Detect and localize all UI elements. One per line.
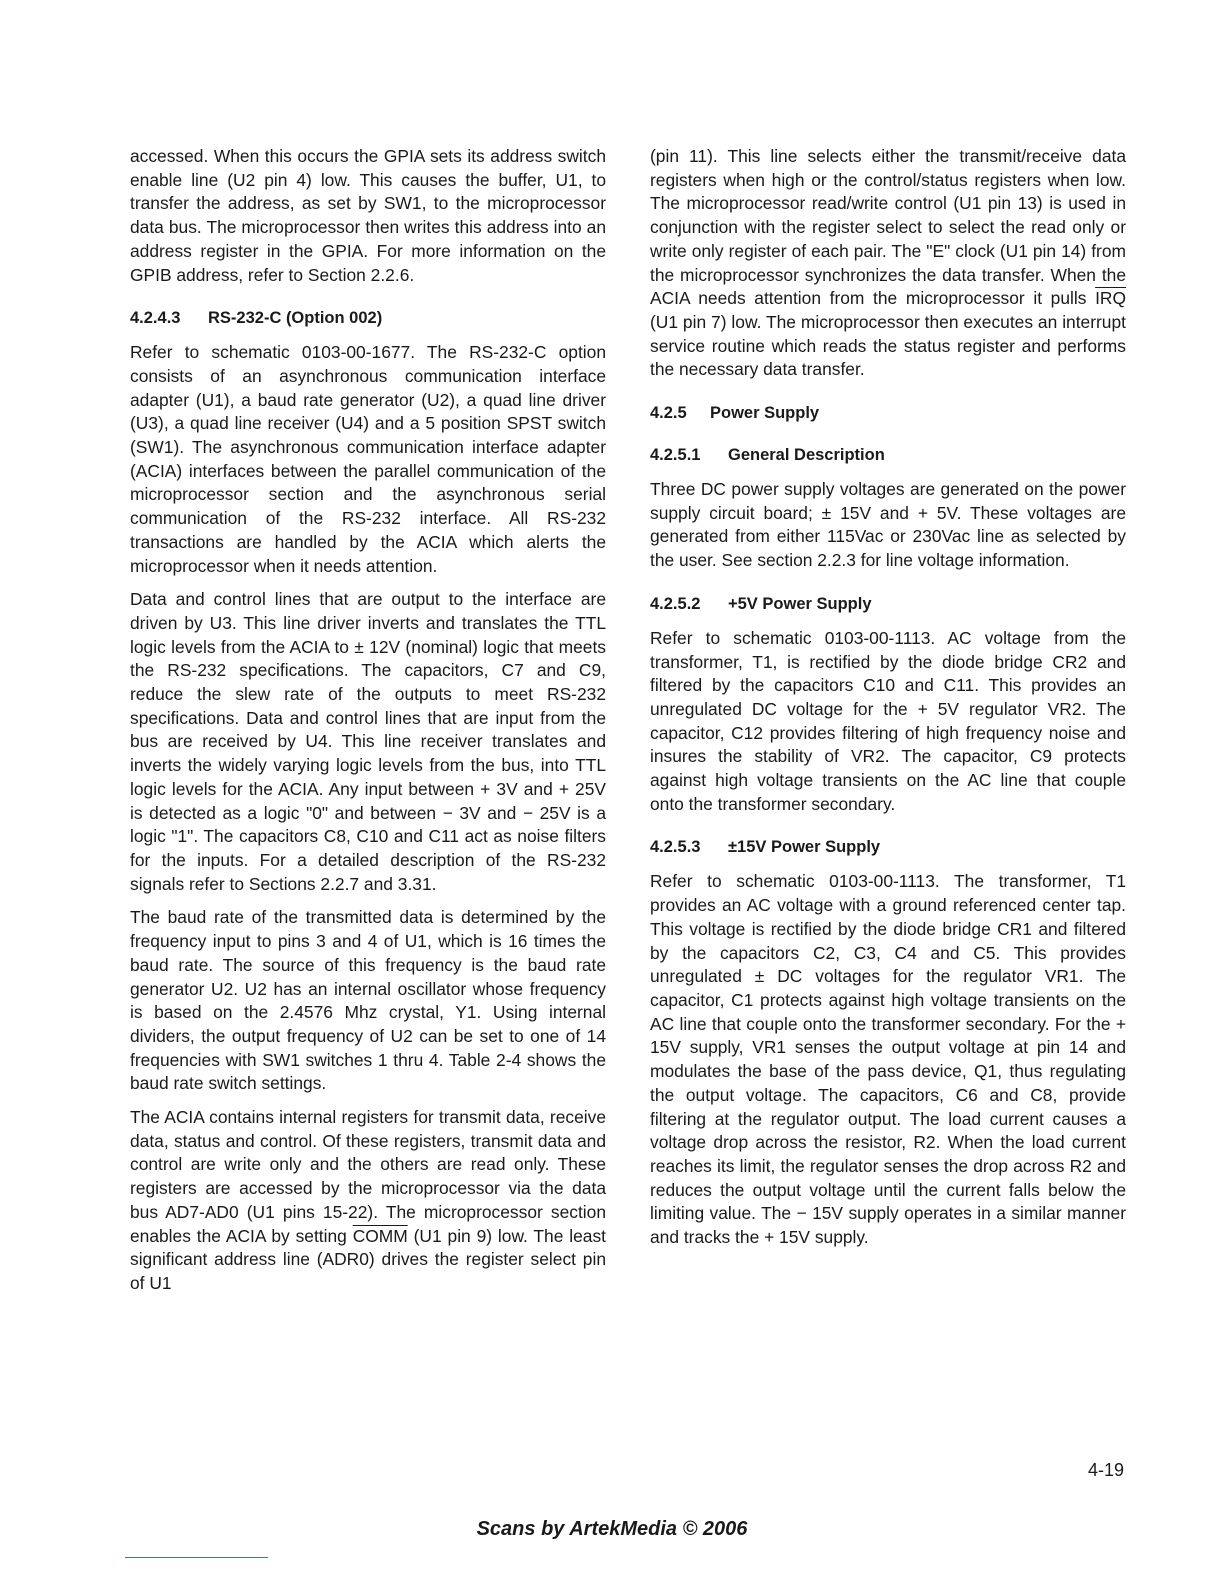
text-run: Refer to schematic 0103-00-1677. The RS-232-C option consists of an asynchronous communication interface adapter (U1), a baud rate generator (U2), a quad line driver (U3), a quad line receiver (U4) and a 5 position SPST switch (SW1). The asynchronous communication interface adapter (ACIA) interfaces between the parallel communication of the microprocessor section and the asynchronous serial communication of the RS-232 interface. All RS-232 transactions are handled by the ACIA which alerts the microprocessor when it needs attention. [130, 342, 606, 576]
paragraph [130, 1106, 606, 1296]
active-low-signal-name: $\overline{IRQ}$ [1095, 288, 1126, 309]
active-low-signal-name: COMM [352, 1225, 408, 1246]
paragraph [650, 478, 1126, 573]
paragraph [650, 145, 1126, 382]
paragraph [130, 588, 606, 896]
scan-credit-footer: Scans by ArtekMedia © 2006 [476, 1518, 748, 1540]
section-heading [650, 402, 1126, 424]
text-run: Refer to schematic 0103-00-1113. AC voltage from the transformer, T1, is rectified by the diode bridge CR2 and filtered by the capacitors C10 and C11. This provides an unregulated DC voltage for the + 5V regulator VR2. The capacitor, C12 provides filtering of high frequency noise and insures the stability of VR2. The capacitor, C9 protects against high voltage transients on the AC line that couple onto the transformer secondary. [650, 627, 1126, 814]
text-run: Three DC power supply voltages are generated on the power supply circuit board; ± 15V and + 5V. These voltages are generated from either 115Vac or 230Vac line as selected by the user. See section 2.2.3 for line voltage information. [650, 479, 1126, 571]
section-number: 4.2.5.3 [650, 838, 701, 857]
section-heading [650, 593, 1126, 615]
text-run: Refer to schematic 0103-00-1113. The transformer, T1 provides an AC voltage with a ground referenced center tap. This voltage is rectified by the diode bridge CR1 and filtered by the capacitors C2, C3, C4 and C5. This provides unregulated ± DC voltages for the regulator VR1. The capacitor, C1 protects against high voltage transients on the AC line that couple onto the transformer secondary. For the + 15V supply, VR1 senses the output voltage at pin 14 and modulates the base of the pass device, Q1, thus regulating the output voltage. The capacitors, C6 and C8, provide filtering at the regulator output. The load current causes a voltage drop across the resistor, R2. When the load current reaches its limit, the regulator senses the drop across R2 and reduces the output voltage until the current falls below the limiting value. The − 15V supply operates in a similar manner and tracks the + 15V supply. [650, 871, 1126, 1248]
divider-line [125, 1557, 268, 1558]
page-number: 4-19 [1088, 1460, 1125, 1480]
text-run: accessed. When this occurs the GPIA sets its address switch enable line (U2 pin 4) low. This causes the buffer, U1, to transfer the address, as set by SW1, to the microprocessor data bus. The microprocessor then writes this address into an address register in the GPIA. For more information on the GPIB address, refer to Section 2.2.6. [130, 146, 606, 285]
text-run: (U1 pin 7) low. The microprocessor then executes an interrupt service routine which reads the status register and performs the necessary data transfer. [650, 311, 1126, 380]
paragraph [650, 870, 1126, 1249]
section-heading [650, 836, 1126, 858]
section-heading [130, 307, 606, 329]
paragraph [130, 341, 606, 578]
section-title: +5V Power Supply [728, 594, 872, 613]
text-run: Data and control lines that are output to the interface are driven by U3. This line driver inverts and translates the TTL logic levels from the ACIA to ± 12V (nominal) logic that meets the RS-232 specifications. The capacitors, C7 and C9, reduce the slew rate of the outputs to meet RS-232 specifications. Data and control lines that are input from the bus are received by U4. This line receiver translates and inverts the widely varying logic levels from the bus, into TTL logic levels for the ACIA. Any input between + 3V and + 25V is detected as a logic "0" and between − 3V and − 25V is a logic "1". The capacitors C8, C10 and C11 act as noise filters for the inputs. For a detailed description of the RS-232 signals refer to Sections 2.2.7 and 3.31. [130, 589, 606, 894]
section-title: ±15V Power Supply [728, 838, 881, 857]
text-run: The ACIA contains internal registers for transmit data, receive data, status and control. Of these registers, transmit data and control are write only and the others are read only. These registers are accessed by the microprocessor via the data bus AD7-AD0 (U1 pins 15-22). The microprocessor section enables the ACIA by setting [130, 1107, 606, 1246]
section-number: 4.2.5.2 [650, 594, 701, 613]
section-title: RS-232-C (Option 002) [208, 309, 383, 328]
section-title: General Description [728, 446, 885, 465]
section-title: Power Supply [710, 404, 820, 423]
paragraph [130, 906, 606, 1096]
paragraph [130, 145, 606, 287]
left-column [130, 145, 606, 1306]
paragraph [650, 627, 1126, 817]
section-number: 4.2.5.1 [650, 446, 701, 465]
section-number: 4.2.5 [650, 404, 687, 423]
section-number: 4.2.4.3 [130, 309, 181, 328]
text-run: (U1 pin 9) low. The least significant address line (ADR0) drives the register select pin of U1 [130, 1225, 606, 1293]
right-column [650, 145, 1126, 1260]
section-heading [650, 444, 1126, 466]
text-run: (pin 11). This line selects either the transmit/receive data registers when high or the control/status registers when low. The microprocessor read/write control (U1 pin 13) is used in conjunction with the register select to select the read only or write only register of each pair. The "E" clock (U1 pin 14) from the microprocessor synchronizes the data transfer. When the ACIA needs attention from the microprocessor it pulls [650, 146, 1126, 309]
text-run: The baud rate of the transmitted data is determined by the frequency input to pins 3 and 4 of U1, which is 16 times the baud rate. The source of this frequency is the baud rate generator U2. U2 has an internal oscillator whose frequency is based on the 2.4576 Mhz crystal, Y1. Using internal dividers, the output frequency of U2 can be set to one of 14 frequencies with SW1 switches 1 thru 4. Table 2-4 shows the baud rate switch settings. [130, 907, 606, 1094]
